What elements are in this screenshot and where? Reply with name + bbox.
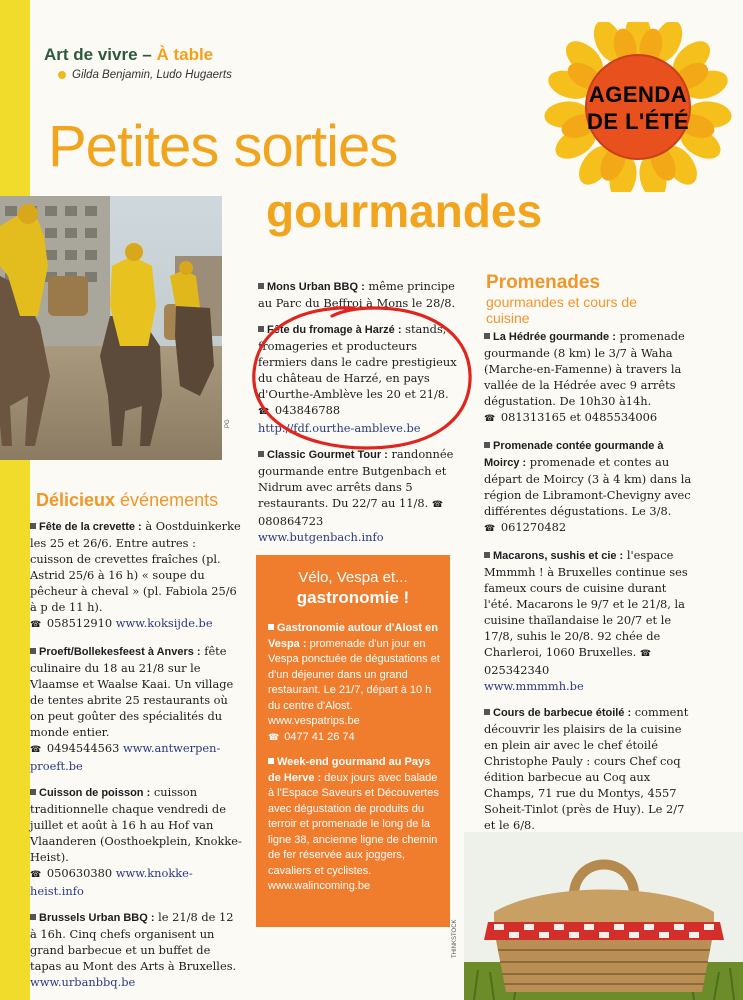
box-heading-bold: gastronomie ! (296, 588, 410, 607)
bullet-icon (258, 283, 264, 289)
authors-line (58, 69, 232, 81)
page-edge-strip (0, 0, 30, 1000)
phone-icon: ☎ (30, 870, 42, 880)
phone-icon: ☎ (484, 524, 496, 534)
entry-phone: 025342340 (484, 663, 550, 677)
sunflower-badge (538, 22, 738, 192)
entry-url[interactable]: http://fdf.ourthe-ambleve.be (258, 421, 421, 435)
entry-url[interactable]: www.butgenbach.info (258, 530, 384, 544)
entry-text: fête culinaire du 18 au 21/8 sur le Vlaamse et Waalse Kaai. Un village de tentes abrite 25 restaurants où on peut goûter des spécialités du monde entier. (30, 644, 234, 739)
photo-credit-left: PG (225, 419, 231, 428)
list-item (258, 321, 463, 436)
phone-icon: ☎ (258, 407, 270, 417)
bullet-icon (258, 451, 264, 457)
entry-text: le 21/8 de 12 à 16h. Cinq chefs organisent un grand barbecue et un buffet de tapas au Mont des Arts à Bruxelles. (30, 910, 237, 973)
entry-text: promenade et contes au départ de Moircy (3 à 4 km) dans la région de Libramont-Chevigny avec différentes dégustations. Le 3/8. (484, 455, 692, 518)
entry-title: Fête du fromage à Harzé : (267, 324, 402, 336)
delicieux-list (30, 518, 242, 1000)
phone-icon: ☎ (484, 414, 496, 424)
badge-line-2: DE L'ÉTÉ (586, 109, 690, 134)
photo-picnic-basket (464, 832, 743, 1000)
entry-text: deux jours avec balade à l'Espace Saveurs et Découvertes avec dégustation de produits du terroir et promenade le long de la ligne 38, ancienne ligne de chemin de fer réservée aux joggers, cavaliers et cyclistes. (268, 771, 439, 877)
bullet-icon (30, 914, 36, 920)
entry-phone: 061270482 (500, 520, 567, 534)
entry-title: Week-end gourmand au Pays de Herve : (268, 756, 431, 784)
entry-text: cuisson traditionnelle chaque vendredi de juillet et août à 16 h au Hof van Vlaanderen (Oosthoekplein, Knokke-Heist). (30, 785, 242, 864)
box-heading-light: Vélo, Vespa et... (298, 569, 408, 586)
box-body (268, 621, 442, 905)
entry-title: Brussels Urban BBQ : (39, 912, 155, 924)
entry-text: randonnée gourmande entre Butgenbach et Nidrum avec arrêts dans 5 restaurants. Du 22/7 au 11/8. (258, 447, 454, 510)
entry-text: à Oostduinkerke les 25 et 26/6. Entre autres : cuisson de crevettes fraîches (pl. Astrid 25/6 à 16 h) « soupe du pêcheur à cheval » (pl. Fabiola 25/6 à p de 11 h). (30, 519, 241, 614)
entry-url[interactable]: www.vespatrips.be (268, 715, 360, 727)
bullet-icon (30, 523, 36, 529)
entry-title: Gastronomie autour d'Alost en Vespa : (268, 622, 438, 650)
entry-url[interactable]: www.walincoming.be (268, 880, 371, 892)
phone-icon: ☎ (639, 649, 652, 659)
badge-line-1: AGENDA (588, 82, 688, 107)
entry-phone: 0477 41 26 74 (284, 730, 355, 743)
entry-phone: 043846788 (274, 403, 341, 417)
list-item (30, 909, 242, 990)
bullet-icon (484, 333, 490, 339)
bullet-icon (30, 648, 36, 654)
bullet-icon (268, 624, 274, 630)
title-line-1: Petites sorties (48, 114, 398, 179)
entry-title: Classic Gourmet Tour : (267, 449, 388, 461)
velo-vespa-box (256, 555, 450, 927)
list-item (484, 547, 694, 694)
bullet-icon (30, 789, 36, 795)
list-item (30, 784, 242, 899)
list-item (484, 437, 694, 537)
bullet-icon (58, 71, 66, 79)
entry-title: Macarons, sushis et cie : (493, 550, 624, 562)
section-label (44, 45, 213, 65)
delicieux-heading-light: événements (115, 490, 219, 510)
promenades-list (484, 328, 694, 877)
promenades-subheading: gourmandes et cours de cuisine (486, 294, 637, 326)
list-item (30, 643, 242, 774)
title-line-2: gourmandes (266, 185, 543, 237)
entry-phone: 080864723 (258, 514, 324, 528)
entry-url[interactable]: www.knokke-heist.info (30, 866, 193, 898)
phone-icon: ☎ (30, 620, 42, 630)
entry-url[interactable]: www.antwerpen-proeft.be (30, 741, 221, 773)
entry-title: Cuisson de poisson : (39, 787, 151, 799)
entry-title: Proeft/Bollekesfeest à Anvers : (39, 646, 201, 658)
entry-text: comment découvrir les plaisirs de la cuisine en plein air avec le chef étoilé Christophe Pauly : cours Chef coq édition barbecue au Coq aux Champs, 71 rue du Montys, 4557 Soheit-Tinlot (près de Huy). Le 2/7 et le 6/8. (484, 705, 689, 832)
entry-text: promenade gourmande (8 km) le 3/7 à Waha (Marche-en-Famenne) à travers la vallée de la Hédrée avec 9 arrêts dégustation. De 10h30 à14h. (484, 329, 685, 408)
bullet-icon (258, 326, 264, 332)
entry-title: Promenade contée gourmande à Moircy : (484, 440, 664, 469)
entry-text: même principe au Parc du Beffroi à Mons le 28/8. (258, 279, 456, 310)
entry-phone: 081313165 et 0485534006 (500, 410, 658, 424)
delicieux-heading (36, 490, 218, 511)
promenades-heading: Promenades (486, 272, 601, 293)
entry-title: Mons Urban BBQ : (267, 281, 365, 293)
middle-list (258, 278, 463, 555)
list-item (258, 278, 463, 311)
entry-text: l'espace Mmmmh ! à Bruxelles continue ses fameux cours de cuisine durant l'été. Macarons le 9/7 et le 21/8, la cuisine thaïlandaise le 20/7 et le 17/8, suhis le 20/8. 92 chée de Charleroi, 1060 Bruxelles. (484, 548, 688, 659)
photo-credit-bottom: THINKSTOCK (452, 919, 458, 958)
bullet-icon (484, 552, 490, 558)
photo-shrimp-fishers (0, 196, 222, 460)
entry-text: promenade d'un jour en Vespa ponctuée de dégustations et d'un déjeuner dans un grand restaurant. Le 21/7, départ à 10 h du centre d'Alost. (268, 637, 440, 712)
list-item (484, 328, 694, 427)
entry-phone: 0494544563 (46, 741, 120, 755)
entry-title: Cours de barbecue étoilé : (493, 707, 632, 719)
list-item (258, 446, 463, 545)
list-item (268, 755, 442, 895)
entry-phone: 058512910 (46, 616, 113, 630)
section-main: Art de vivre – (44, 45, 157, 64)
entry-text: stands, fromageries et producteurs fermiers dans le cadre prestigieux du château de Harzé, en pays d'Ourthe-Amblève les 20 et 21/8. (258, 322, 457, 401)
entry-url[interactable]: www.koksijde.be (115, 616, 213, 630)
section-accent: À table (156, 45, 214, 64)
entry-url[interactable]: www.urbanbbq.be (30, 975, 136, 989)
list-item (30, 518, 242, 633)
entry-title: Fête de la crevette : (39, 521, 142, 533)
authors: Gilda Benjamin, Ludo Hugaerts (72, 69, 232, 81)
entry-url[interactable]: www.mmmmh.be (484, 679, 584, 693)
list-item (268, 621, 442, 745)
bullet-icon (268, 758, 274, 764)
bullet-icon (484, 709, 490, 715)
entry-title: La Hédrée gourmande : (493, 331, 616, 343)
delicieux-heading-bold: Délicieux (36, 490, 116, 510)
entry-phone: 050630380 (46, 866, 113, 880)
bullet-icon (484, 442, 490, 448)
phone-icon: ☎ (431, 500, 444, 510)
phone-icon: ☎ (268, 731, 280, 742)
phone-icon: ☎ (30, 745, 42, 755)
